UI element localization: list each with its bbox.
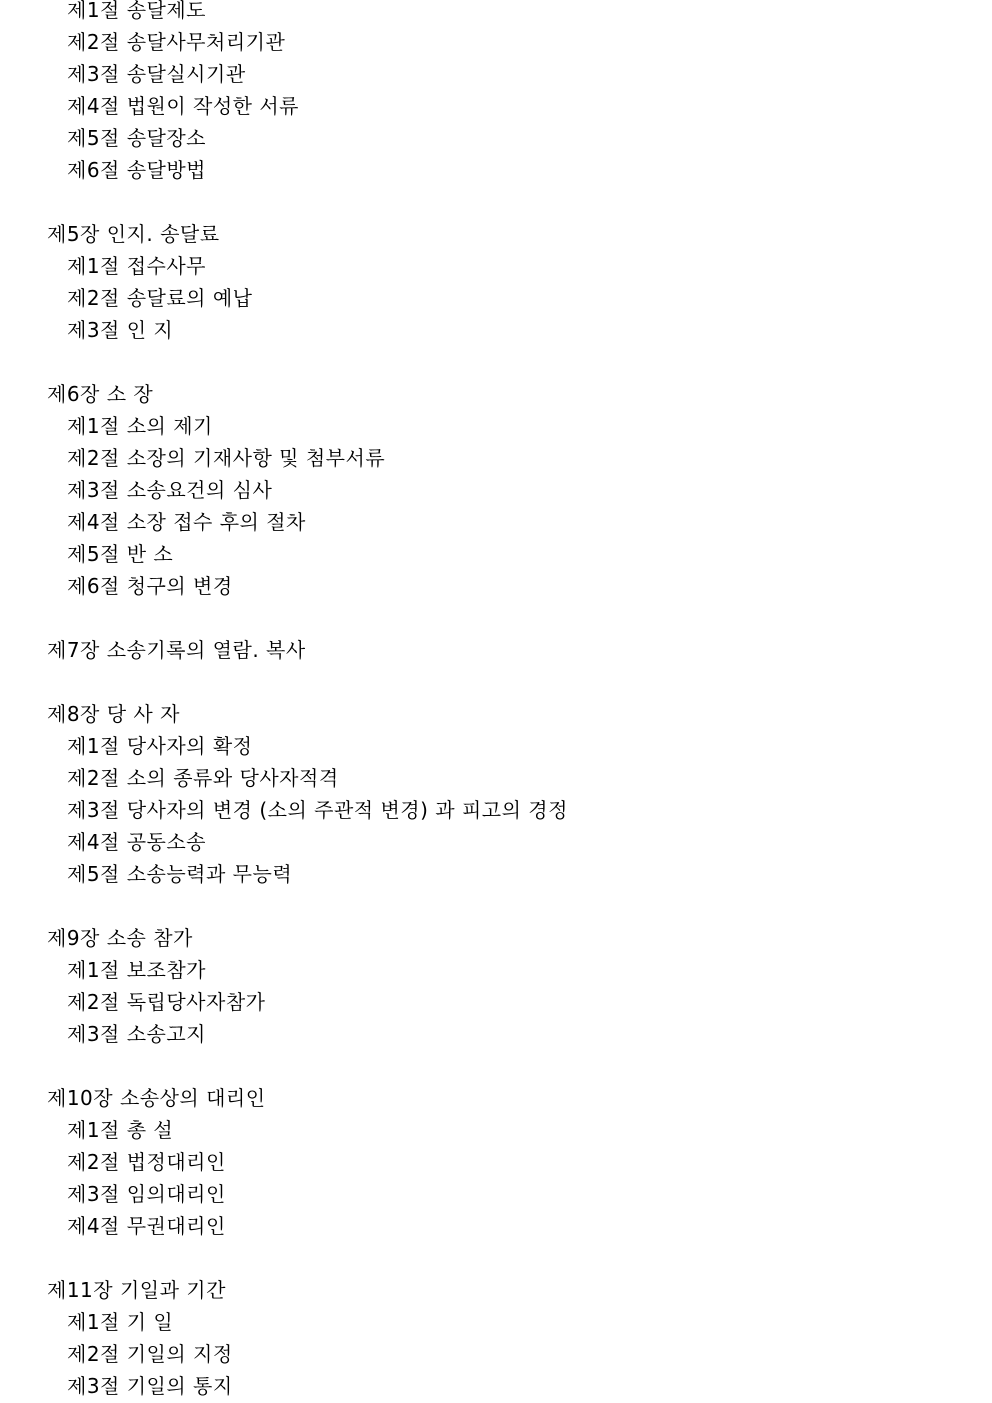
section-item: 제3절 기일의 통지 bbox=[67, 1374, 233, 1398]
section-item: 제5절 반 소 bbox=[67, 542, 174, 566]
section-item: 제4절 법원이 작성한 서류 bbox=[67, 94, 299, 118]
chapter-heading: 제11장 기일과 기간 bbox=[47, 1278, 226, 1302]
section-item: 제5절 소송능력과 무능력 bbox=[67, 862, 293, 886]
chapter-heading: 제5장 인지. 송달료 bbox=[47, 222, 220, 246]
section-item: 제1절 보조참가 bbox=[67, 958, 207, 982]
section-item: 제2절 소의 종류와 당사자적격 bbox=[67, 766, 339, 790]
chapter-heading: 제10장 소송상의 대리인 bbox=[47, 1086, 266, 1110]
section-item: 제4절 무권대리인 bbox=[67, 1214, 226, 1238]
blank-line bbox=[0, 1242, 992, 1274]
section-item: 제3절 소송요건의 심사 bbox=[67, 478, 273, 502]
section-item: 제1절 송달제도 bbox=[67, 0, 207, 22]
chapter-heading: 제8장 당 사 자 bbox=[47, 702, 180, 726]
section-item: 제2절 소장의 기재사항 및 첨부서류 bbox=[67, 446, 386, 470]
chapter-heading: 제6장 소 장 bbox=[47, 382, 154, 406]
section-item: 제3절 소송고지 bbox=[67, 1022, 207, 1046]
section-item: 제4절 공동소송 bbox=[67, 830, 207, 854]
section-item: 제2절 송달사무처리기관 bbox=[67, 30, 286, 54]
section-item: 제3절 임의대리인 bbox=[67, 1182, 226, 1206]
section-item: 제6절 청구의 변경 bbox=[67, 574, 233, 598]
section-item: 제2절 법정대리인 bbox=[67, 1150, 226, 1174]
section-item: 제3절 당사자의 변경 (소의 주관적 변경) 과 피고의 경정 bbox=[67, 798, 568, 822]
section-item: 제4절 소장 접수 후의 절차 bbox=[67, 510, 306, 534]
section-item: 제6절 송달방법 bbox=[67, 158, 207, 182]
blank-line bbox=[0, 890, 992, 922]
chapter-heading: 제9장 소송 참가 bbox=[47, 926, 193, 950]
section-item: 제1절 접수사무 bbox=[67, 254, 207, 278]
section-item: 제3절 송달실시기관 bbox=[67, 62, 246, 86]
chapter-heading: 제7장 소송기록의 열람. 복사 bbox=[47, 638, 306, 662]
section-item: 제1절 총 설 bbox=[67, 1118, 174, 1142]
blank-line bbox=[0, 346, 992, 378]
section-item: 제2절 송달료의 예납 bbox=[67, 286, 253, 310]
blank-line bbox=[0, 602, 992, 634]
blank-line bbox=[0, 186, 992, 218]
blank-line bbox=[0, 1050, 992, 1082]
section-item: 제1절 소의 제기 bbox=[67, 414, 213, 438]
section-item: 제1절 기 일 bbox=[67, 1310, 174, 1334]
section-item: 제3절 인 지 bbox=[67, 318, 174, 342]
section-item: 제5절 송달장소 bbox=[67, 126, 207, 150]
section-item: 제1절 당사자의 확정 bbox=[67, 734, 253, 758]
blank-line bbox=[0, 666, 992, 698]
section-item: 제2절 기일의 지정 bbox=[67, 1342, 233, 1366]
section-item: 제2절 독립당사자참가 bbox=[67, 990, 266, 1014]
